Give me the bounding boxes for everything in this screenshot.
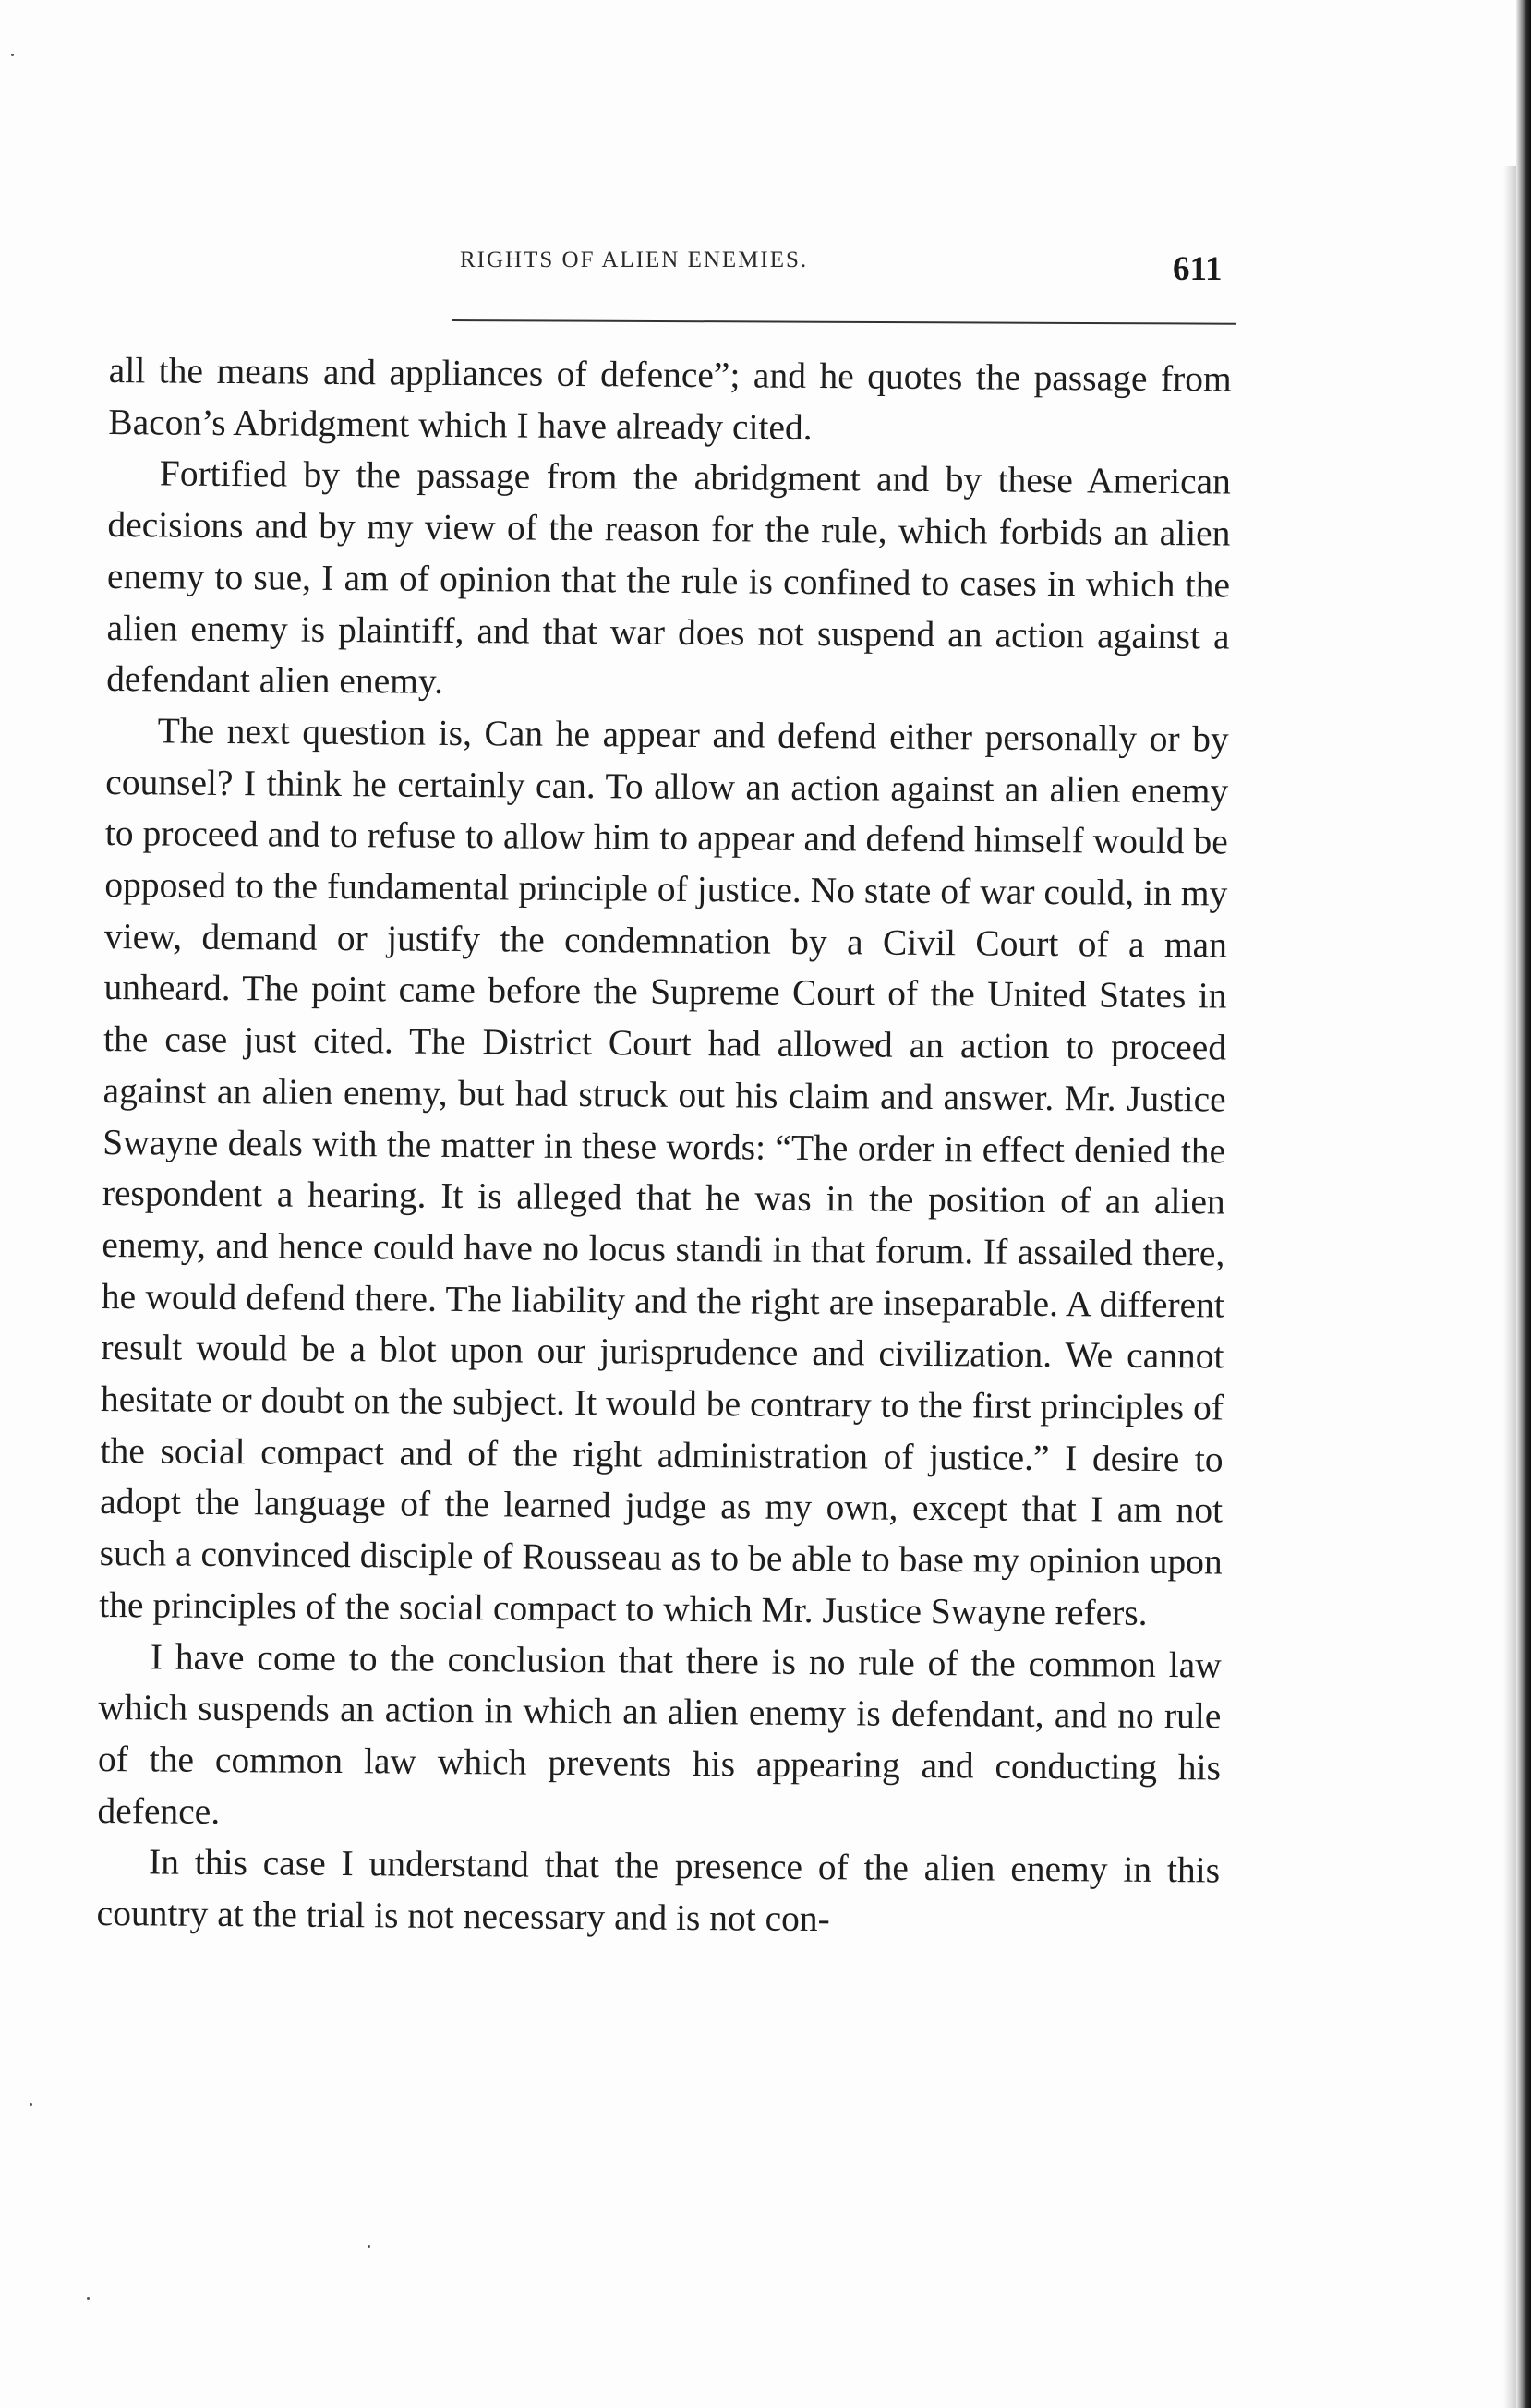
header-rule [452,319,1236,325]
scan-speck [368,2245,370,2248]
paragraph: The next question is, Can he appear and defend either personally or by counsel? I think he certainly can. To allow an action against an alien enemy to proceed and to refuse to allow him to appear and defend himself would be opposed to the fundamental principle of justice. No state of war could, in my view, demand or justify the condemnation by a Civil Court of a man unheard. The point came before the Supreme Court of the United States in the case just cited. The District Court had allowed an action to proceed against an alien enemy, but had struck out his claim and answer. Mr. Justice Swayne deals with the matter in these words: “The order in effect denied the respondent a hearing. It is alleged that he was in the position of an alien enemy, and hence could have no locus standi in that forum. If assailed there, he would defend there. The liability and the right are inseparable. A different result would be a blot upon our jurisprudence and civilization. We cannot hesitate or doubt on the subject. It would be contrary to the first principles of the social compact and of the right administration of justice.” I desire to adopt the language of the learned judge as my own, except that I am not such a convinced disciple of Rousseau as to be able to base my opinion upon the principles of the social compact to which Mr. Justice Swayne refers. [99,710,1229,1633]
body-text [96,345,1232,1948]
paragraph: In this case I understand that the presence of the alien enemy in this country at the trial is not necessary and is not con- [96,1841,1221,1940]
paragraph: Fortified by the passage from the abridgment and by these American decisions and by my view of the reason for the rule, which forbids an alien enemy to sue, I am of opinion that the rule is confined to cases in which the alien enemy is plaintiff, and that war does not suspend an action against a defendant alien enemy. [105,452,1232,703]
running-head: RIGHTS OF ALIEN ENEMIES. [460,247,809,272]
scan-speck [11,54,14,56]
paragraph: I have come to the conclusion that there is no rule of the common law which suspends an action in which an alien enemy is defendant, and no rule of the common law which prevents his appearing and conducting his defence. [97,1635,1222,1832]
binding-edge [1516,0,1531,2408]
paragraph-continuation: all the means and appliances of defence”; and he quotes the passage from Bacon’s Abridgment which I have already cited. [108,349,1232,448]
binding-shadow [1503,166,1516,2408]
page-number: 611 [1173,250,1223,288]
scan-speck [87,2297,90,2300]
scan-speck [30,2103,32,2106]
